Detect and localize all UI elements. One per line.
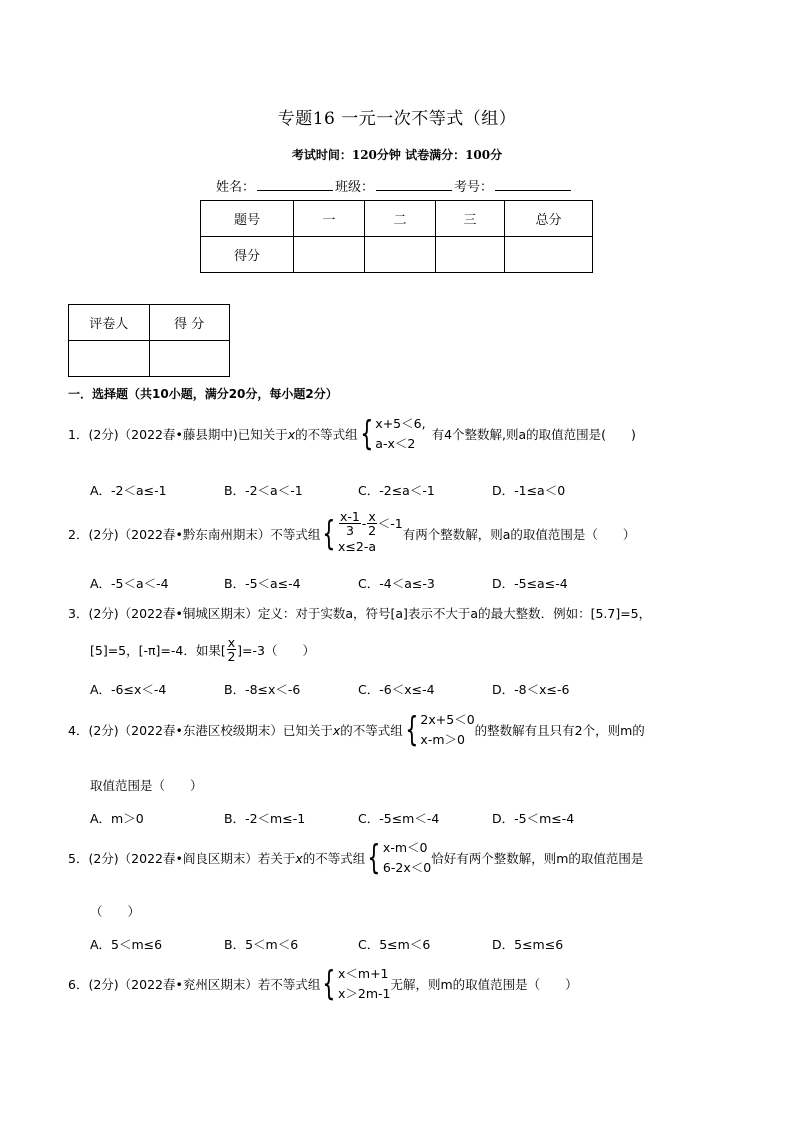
inequality-system: $\frac{x-1}{3}$ - $\frac{x}{2}$ ＜-1 x≤2-a bbox=[338, 509, 403, 554]
brace-icon: { bbox=[359, 414, 373, 454]
grader-score-label: 得 分 bbox=[149, 305, 230, 341]
option-b[interactable]: B．-5＜a≤-4 bbox=[224, 576, 301, 591]
option-c[interactable]: C．-6＜x≤-4 bbox=[358, 682, 435, 697]
question-6: 6．(2分)（2022春•兖州区期末）若不等式组 { x＜m+1 x＞2m-1 无解，则m的取值范围是（ ） bbox=[68, 964, 578, 1004]
exam-info: 考试时间：120分钟 试卷满分：100分 bbox=[291, 148, 503, 162]
question-4-options bbox=[90, 809, 626, 827]
question-3: 3．(2分)（2022春•铜城区期末）定义：对于实数a，符号[a]表示不大于a的最大整数．例如：[5.7]=5， bbox=[68, 606, 652, 621]
option-b[interactable]: B．-2＜a＜-1 bbox=[224, 483, 303, 498]
question-4-line2: 取值范围是（ ） bbox=[90, 778, 203, 793]
score-header-cell: 题号 bbox=[201, 201, 294, 237]
name-blank[interactable] bbox=[257, 178, 333, 191]
question-5-line2: （ ） bbox=[90, 904, 141, 919]
exam-no-blank[interactable] bbox=[495, 178, 571, 191]
class-label: 班级： bbox=[335, 180, 375, 195]
option-c[interactable]: C．-4＜a≤-3 bbox=[358, 576, 435, 591]
inequality-system: x＜m+1 x＞2m-1 bbox=[338, 966, 391, 1001]
option-b[interactable]: B．-2＜m≤-1 bbox=[224, 811, 306, 826]
score-header-cell: 总分 bbox=[505, 201, 593, 237]
score-header-cell: 一 bbox=[294, 201, 365, 237]
option-d[interactable]: D．-1≤a＜0 bbox=[492, 483, 566, 498]
grader-table bbox=[68, 304, 230, 377]
inequality-system: x-m＜0 6-2x＜0 bbox=[382, 840, 432, 875]
option-a[interactable]: A．-5＜a＜-4 bbox=[90, 576, 169, 591]
option-d[interactable]: D．-5≤a≤-4 bbox=[492, 576, 568, 591]
inequality-system: 2x+5＜0 x-m＞0 bbox=[420, 712, 475, 747]
option-a[interactable]: A．-6≤x＜-4 bbox=[90, 682, 167, 697]
brace-icon: { bbox=[367, 838, 381, 878]
score-cell[interactable] bbox=[436, 237, 505, 273]
question-2-options bbox=[90, 574, 626, 592]
section-title: 一．选择题（共10小题，满分20分，每小题2分） bbox=[68, 387, 338, 401]
score-cell[interactable] bbox=[505, 237, 593, 273]
option-b[interactable]: B．-8≤x＜-6 bbox=[224, 682, 301, 697]
option-d[interactable]: D．-8＜x≤-6 bbox=[492, 682, 570, 697]
option-b[interactable]: B．5＜m＜6 bbox=[224, 937, 299, 952]
student-info-row bbox=[216, 176, 573, 195]
score-cell[interactable] bbox=[294, 237, 365, 273]
score-cell[interactable] bbox=[365, 237, 436, 273]
question-1: 1．(2分)（2022春•藤县期中)已知关于 x 的不等式组 { x+5＜6, a-x＜2 有4个整数解,则a的取值范围是( ) bbox=[68, 414, 636, 454]
page-title: 专题16 一元一次不等式（组） bbox=[277, 109, 517, 129]
option-d[interactable]: D．5≤m≤6 bbox=[492, 937, 564, 952]
score-row-label: 得分 bbox=[201, 237, 294, 273]
option-d[interactable]: D．-5＜m≤-4 bbox=[492, 811, 575, 826]
score-table bbox=[200, 200, 593, 273]
brace-icon: { bbox=[405, 710, 419, 750]
option-c[interactable]: C．-2≤a＜-1 bbox=[358, 483, 435, 498]
option-c[interactable]: C．-5≤m＜-4 bbox=[358, 811, 440, 826]
question-3-line2: [5]=5，[-π]=-4．如果[ $\frac{x}{2}$ ]=-3（ ） bbox=[90, 635, 315, 664]
grader-score-cell[interactable] bbox=[149, 341, 230, 377]
brace-icon: { bbox=[322, 964, 336, 1004]
score-header-cell: 三 bbox=[436, 201, 505, 237]
question-5-options bbox=[90, 935, 626, 953]
grader-cell[interactable] bbox=[69, 341, 150, 377]
question-3-options bbox=[90, 680, 626, 698]
brace-icon: { bbox=[322, 513, 336, 554]
option-a[interactable]: A．m＞0 bbox=[90, 811, 144, 826]
score-header-cell: 二 bbox=[365, 201, 436, 237]
name-label: 姓名： bbox=[216, 180, 256, 195]
question-2: 2．(2分)（2022春•黔东南州期末）不等式组 { $\frac{x-1}{3}$ - $\frac{x}{2}$ ＜-1 x≤2-a 有两个整数解，则a的取值范围是（ ） bbox=[68, 510, 635, 557]
exam-no-label: 考号： bbox=[454, 180, 494, 195]
question-4: 4．(2分)（2022春•东港区校级期末）已知关于 x 的不等式组 { 2x+5＜0 x-m＞0 的整数解有且只有2个，则m的 bbox=[68, 710, 645, 750]
question-1-options bbox=[90, 481, 626, 499]
option-c[interactable]: C．5≤m＜6 bbox=[358, 937, 431, 952]
question-5: 5．(2分)（2022春•阎良区期末）若关于 x 的不等式组 { x-m＜0 6-2x＜0 恰好有两个整数解，则m的取值范围是 bbox=[68, 838, 644, 878]
option-a[interactable]: A．-2＜a≤-1 bbox=[90, 483, 167, 498]
class-blank[interactable] bbox=[376, 178, 452, 191]
grader-label: 评卷人 bbox=[69, 305, 150, 341]
inequality-system: x+5＜6, a-x＜2 bbox=[375, 416, 426, 451]
option-a[interactable]: A．5＜m≤6 bbox=[90, 937, 163, 952]
